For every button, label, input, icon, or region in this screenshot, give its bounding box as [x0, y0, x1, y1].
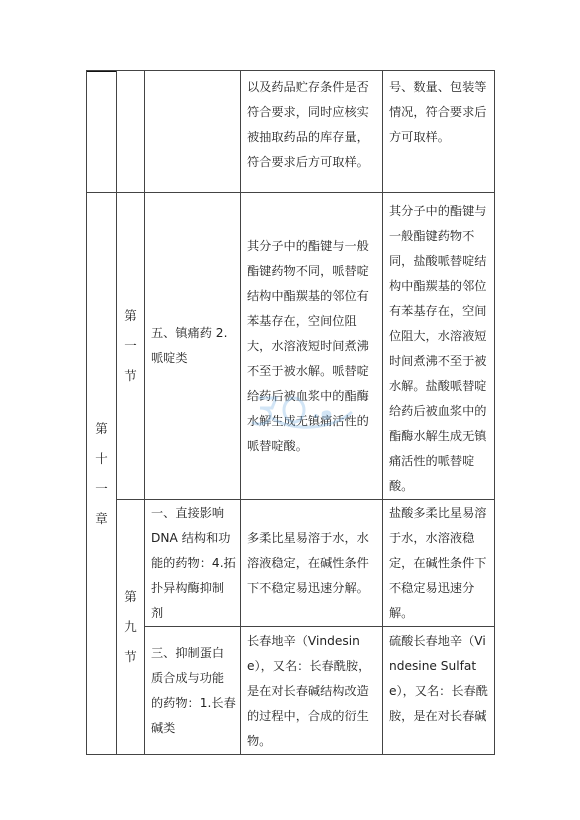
table-row: [87, 627, 495, 755]
topic-text: 三、抑制蛋白质合成与功能的药物：1.长春碱类: [151, 645, 236, 735]
old-text-cell: [241, 627, 383, 755]
new-text: 其分子中的酯键与一般酯键药物不同，盐酸哌替啶结构中酯羰基的邻位有苯基存在，空间位阻大，水溶液短时间煮沸不至于被水解。盐酸哌替啶给药后被血浆中的酯酶水解生成无镇痛活性的哌替啶酸。: [389, 204, 487, 493]
chapter-cell: [87, 193, 117, 755]
new-text: 硫酸长春地辛（Vindesine Sulfate），又名：长春酰胺，是在对长春碱: [389, 634, 488, 723]
section-cell: [117, 500, 145, 755]
section-label: 第 一 节: [124, 308, 137, 383]
old-text-cell: [241, 71, 383, 193]
old-text: 长春地辛（Vindesine），又名：长春酰胺，是在对长春碱结构改造的过程中，合成的衍生物。: [247, 634, 371, 748]
section-cell-empty: [117, 71, 145, 193]
chapter-cell-empty: [87, 71, 117, 193]
old-text: 多柔比星易溶于水，水溶液稳定，在碱性条件下不稳定易迅速分解。: [247, 530, 369, 595]
watermark-logo: [250, 388, 360, 432]
old-text-cell: [241, 500, 383, 627]
topic-text: 五、镇痛药 2.哌啶类: [151, 326, 228, 365]
old-text: 以及药品贮存条件是否符合要求，同时应核实被抽取药品的库存量，符合要求后方可取样。: [247, 80, 369, 169]
section-cell: [117, 193, 145, 500]
new-text-cell: [383, 71, 495, 193]
new-text: 盐酸多柔比星易溶于水，水溶液稳定，在碱性条件下不稳定易迅速分解。: [389, 505, 487, 620]
new-text: 号、数量、包装等情况，符合要求后方可取样。: [389, 80, 487, 144]
topic-cell: [145, 193, 241, 500]
old-text: 其分子中的酯键与一般酯键药物不同，哌替啶结构中酯羰基的邻位有苯基存在，空间位阻大，水溶液短时间煮沸不至于被水解。哌替啶给药后被血浆中的酯酶水解生成无镇痛活性的哌替啶酸。: [247, 238, 369, 453]
topic-cell-empty: [145, 71, 241, 193]
table-row: [87, 500, 495, 627]
section-label: 第 九 节: [124, 589, 137, 664]
new-text-cell: [383, 627, 495, 755]
table-row: [87, 193, 495, 500]
table-row: [87, 71, 495, 193]
new-text-cell: [383, 193, 495, 500]
topic-cell: [145, 627, 241, 755]
topic-text: 一、直接影响 DNA 结构和功能的药物：4.拓扑异构酶抑制剂: [151, 505, 236, 620]
new-text-cell: [383, 500, 495, 627]
old-text-cell: [241, 193, 383, 500]
chapter-label: 第 十 一 章: [95, 420, 108, 526]
topic-cell: [145, 500, 241, 627]
